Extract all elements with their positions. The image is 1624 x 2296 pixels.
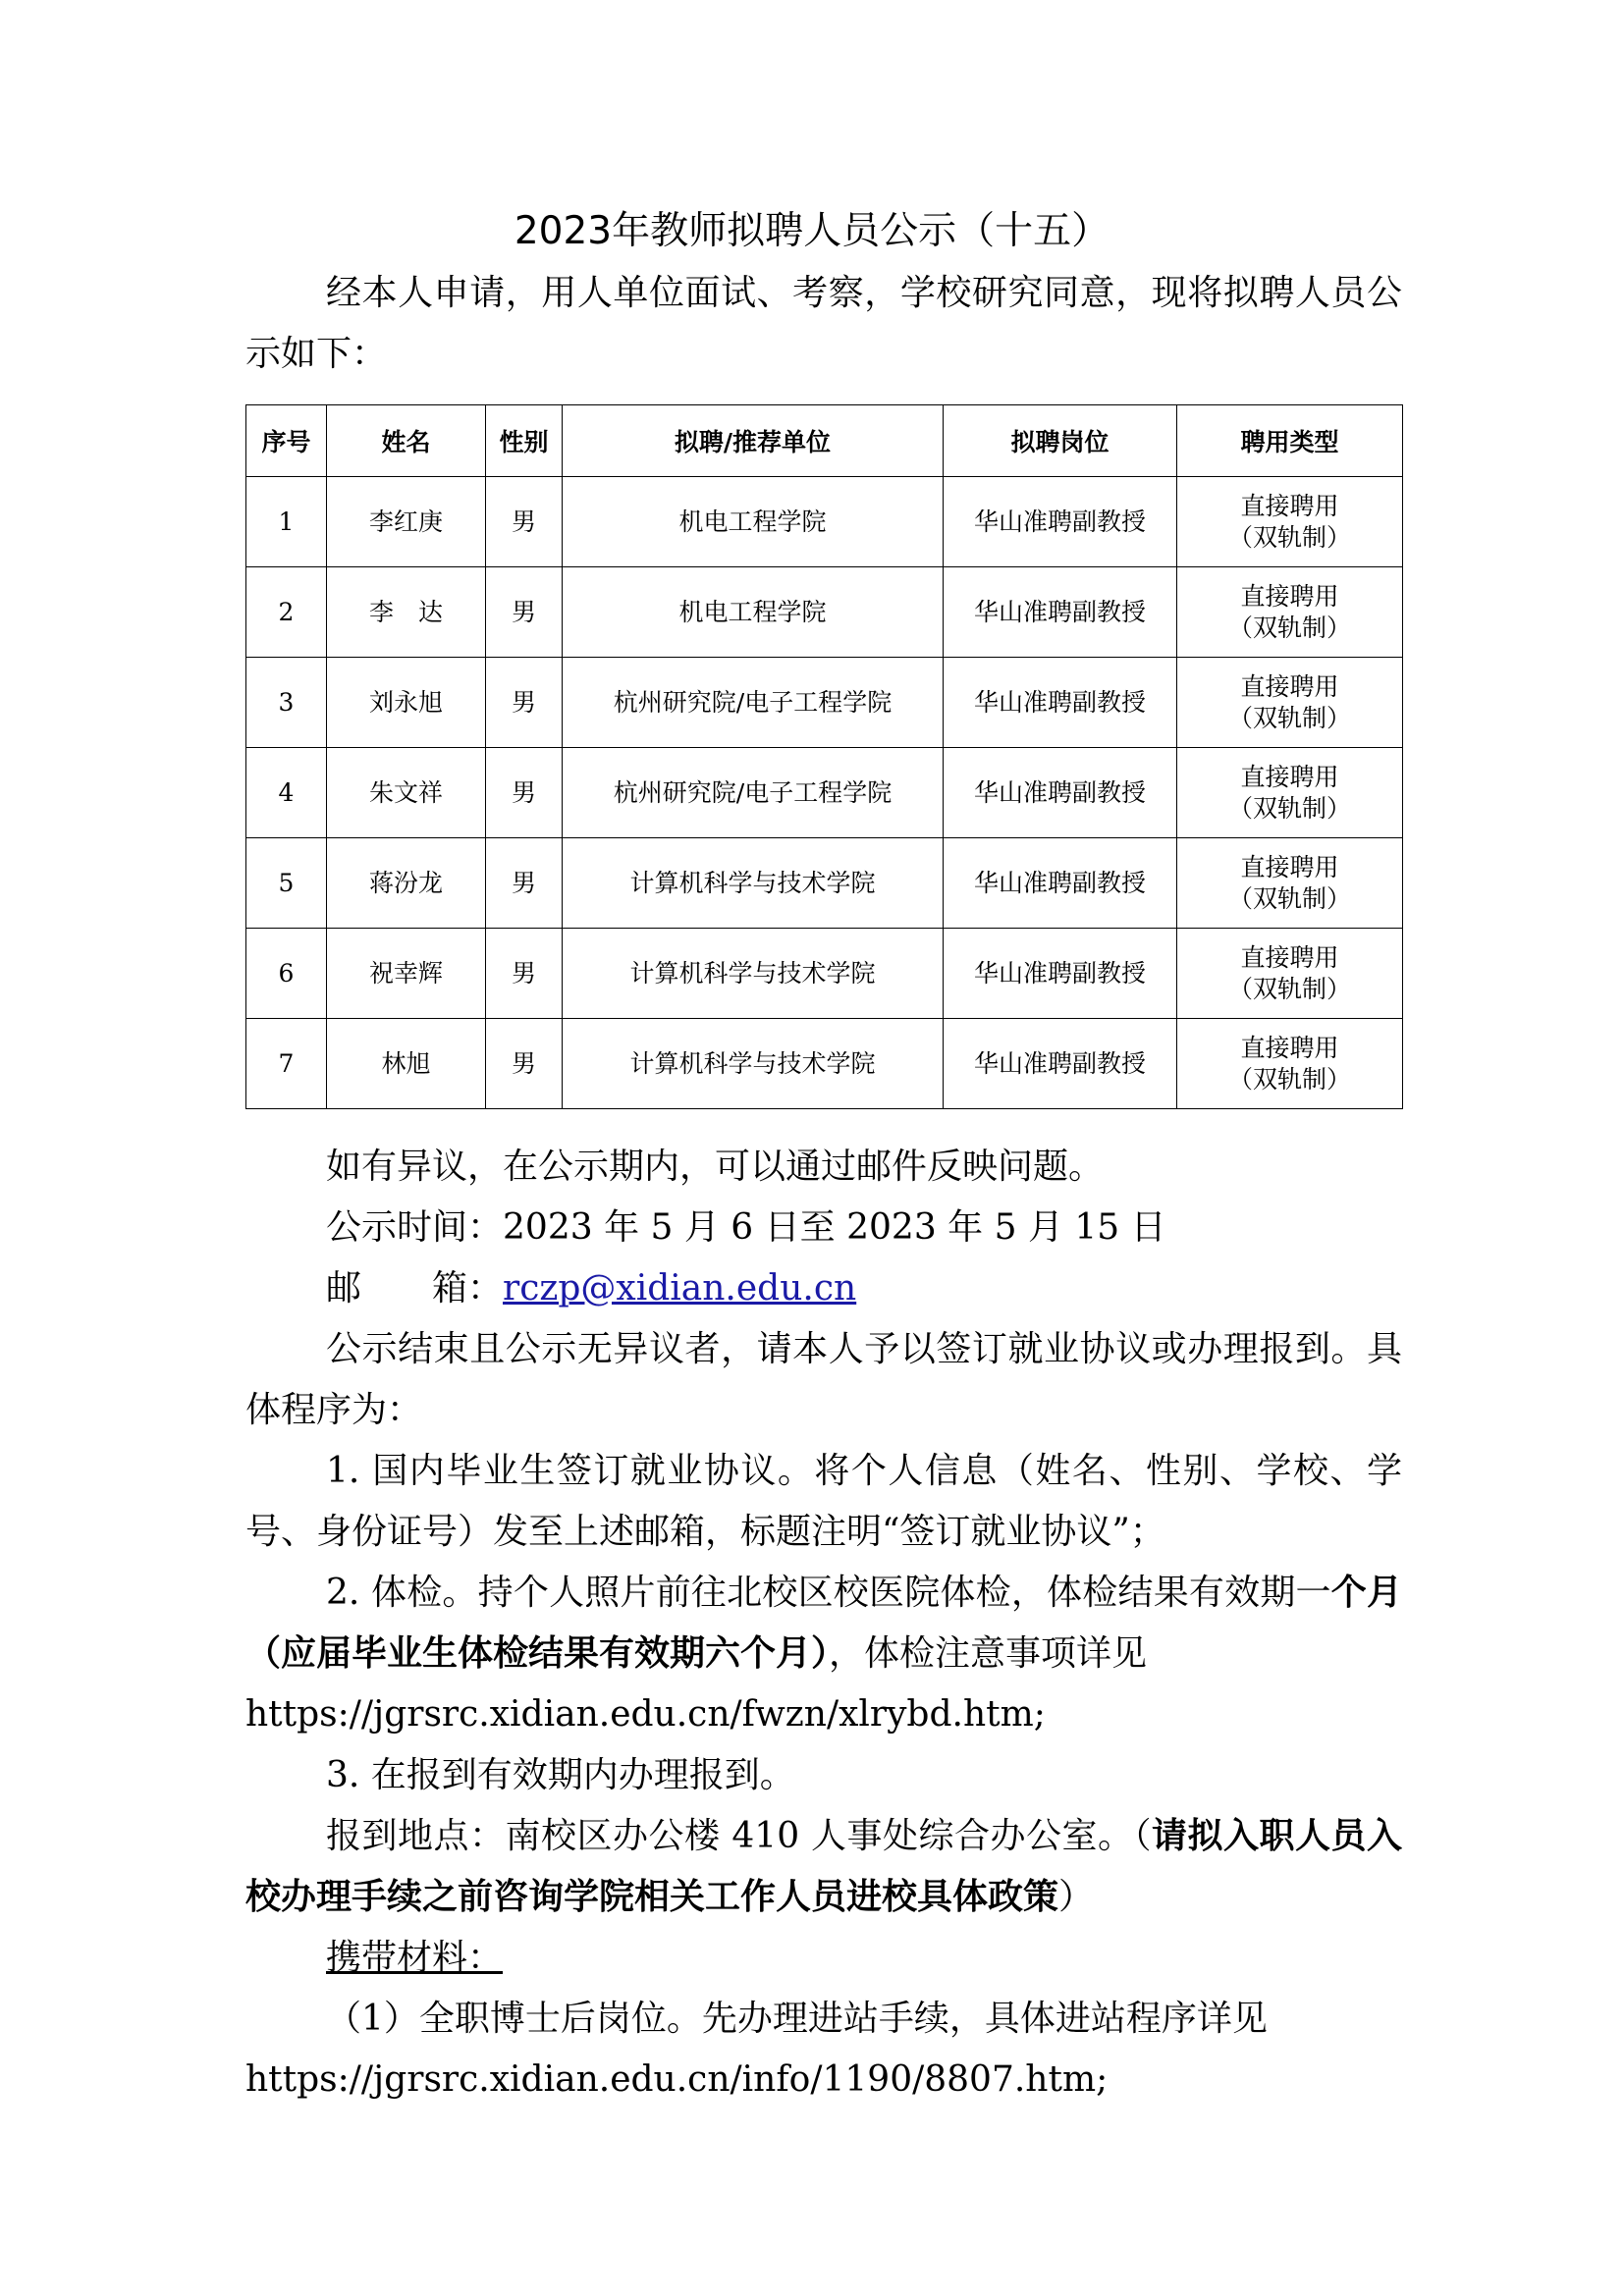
location-text: 报到地点：南校区办公楼 410 人事处综合办公室。（ (326, 1816, 1153, 1856)
cell-unit: 机电工程学院 (563, 477, 944, 567)
cell-position: 华山准聘副教授 (944, 567, 1177, 658)
objection-note: 如有异议，在公示期内，可以通过邮件反映问题。 (326, 1147, 1105, 1187)
cell-type (1177, 748, 1403, 838)
cell-name: 李红庚 (327, 477, 486, 567)
table-row (246, 567, 1403, 658)
table-row (246, 838, 1403, 929)
cell-gender: 男 (486, 748, 563, 838)
email-link[interactable]: rczp@xidian.edu.cn (503, 1268, 857, 1308)
cell-no: 1 (246, 477, 327, 567)
cell-type (1177, 567, 1403, 658)
table-row (246, 1019, 1403, 1109)
cell-gender: 男 (486, 658, 563, 748)
cell-position: 华山准聘副教授 (944, 658, 1177, 748)
cell-type (1177, 477, 1403, 567)
type-line-1: 直接聘用 (1240, 852, 1339, 881)
cell-name: 刘永旭 (327, 658, 486, 748)
notice-period (245, 1198, 1402, 1258)
cell-unit: 杭州研究院/电子工程学院 (563, 748, 944, 838)
cell-name: 朱文祥 (327, 748, 486, 838)
postdoc-paragraph (245, 1989, 1402, 2110)
table-row (246, 658, 1403, 748)
cell-name: 蒋汾龙 (327, 838, 486, 929)
cell-position: 华山准聘副教授 (944, 748, 1177, 838)
type-line-2: （双轨制） (1227, 793, 1351, 823)
cell-type (1177, 838, 1403, 929)
health-check-url[interactable]: https://jgrsrc.xidian.edu.cn/fwzn/xlrybd.htm; (245, 1694, 1046, 1735)
cell-unit: 计算机科学与技术学院 (563, 838, 944, 929)
cell-unit: 杭州研究院/电子工程学院 (563, 658, 944, 748)
postdoc-text: （1）全职博士后岗位。先办理进站手续，具体进站程序详见 (326, 1999, 1268, 2039)
cell-type (1177, 658, 1403, 748)
cell-name: 林旭 (327, 1019, 486, 1109)
candidate-table (245, 404, 1403, 1109)
postdoc-url[interactable]: https://jgrsrc.xidian.edu.cn/info/1190/8807.htm; (245, 2059, 1109, 2100)
cell-no: 7 (246, 1019, 327, 1109)
notice-time-label: 公示时间： (326, 1207, 504, 1248)
table-row (246, 929, 1403, 1019)
table-row (246, 477, 1403, 567)
email-label: 邮 箱： (326, 1268, 504, 1308)
cell-position: 华山准聘副教授 (944, 477, 1177, 567)
cell-type (1177, 1019, 1403, 1109)
cell-name: 祝幸辉 (327, 929, 486, 1019)
cell-no: 3 (246, 658, 327, 748)
cell-no: 2 (246, 567, 327, 658)
type-line-1: 直接聘用 (1240, 762, 1339, 791)
intro-paragraph: 经本人申请，用人单位面试、考察，学校研究同意，现将拟聘人员公示如下： (245, 273, 1402, 374)
type-line-1: 直接聘用 (1240, 491, 1339, 520)
table-header-row (246, 405, 1403, 477)
location-bold-text: 请拟入职人员入校办理手续之前咨询学院相关工作人员进校具体政策 (245, 1816, 1402, 1917)
type-line-1: 直接聘用 (1240, 581, 1339, 611)
cell-position: 华山准聘副教授 (944, 838, 1177, 929)
cell-gender: 男 (486, 929, 563, 1019)
step-1-paragraph: 1. 国内毕业生签订就业协议。将个人信息（姓名、性别、学校、学号、身份证号）发至上述邮箱，标题注明“签订就业协议”； (245, 1451, 1402, 1552)
type-line-2: （双轨制） (1227, 522, 1351, 552)
page-title: 2023年教师拟聘人员公示（十五） (514, 209, 1110, 253)
materials-heading (245, 1928, 1402, 1989)
contact-email-line (245, 1258, 1402, 1319)
type-line-2: （双轨制） (1227, 613, 1351, 642)
cell-gender: 男 (486, 567, 563, 658)
step-2-text: 2. 体检。持个人照片前往北校区校医院体检，体检结果有效期一 (326, 1573, 1331, 1613)
col-header-type: 聘用类型 (1177, 405, 1403, 477)
type-line-1: 直接聘用 (1240, 942, 1339, 972)
cell-type (1177, 929, 1403, 1019)
cell-gender: 男 (486, 477, 563, 567)
step-2-paragraph (245, 1563, 1402, 1745)
table-row (246, 748, 1403, 838)
cell-no: 4 (246, 748, 327, 838)
step-2-text-cont: ，体检注意事项详见 (829, 1633, 1148, 1674)
cell-gender: 男 (486, 838, 563, 929)
cell-position: 华山准聘副教授 (944, 929, 1177, 1019)
type-line-2: （双轨制） (1227, 883, 1351, 913)
col-header-unit: 拟聘/推荐单位 (563, 405, 944, 477)
cell-unit: 计算机科学与技术学院 (563, 1019, 944, 1109)
col-header-name: 姓名 (327, 405, 486, 477)
cell-gender: 男 (486, 1019, 563, 1109)
type-line-2: （双轨制） (1227, 703, 1351, 732)
notice-time-value: 2023 年 5 月 6 日至 2023 年 5 月 15 日 (503, 1207, 1166, 1248)
type-line-1: 直接聘用 (1240, 1033, 1339, 1062)
after-notice-paragraph: 公示结束且公示无异议者，请本人予以签订就业协议或办理报到。具体程序为： (245, 1329, 1402, 1430)
col-header-no: 序号 (246, 405, 327, 477)
report-location-paragraph (245, 1806, 1402, 1928)
materials-label: 携带材料： (326, 1938, 504, 1978)
step-3-paragraph: 3. 在报到有效期内办理报到。 (326, 1755, 795, 1795)
location-close: ） (1058, 1877, 1095, 1917)
step-2-bold-text: 个月（应届毕业生体检结果有效期六个月） (245, 1573, 1402, 1674)
cell-position: 华山准聘副教授 (944, 1019, 1177, 1109)
type-line-2: （双轨制） (1227, 974, 1351, 1003)
type-line-1: 直接聘用 (1240, 671, 1339, 701)
col-header-gender: 性别 (486, 405, 563, 477)
cell-unit: 机电工程学院 (563, 567, 944, 658)
cell-no: 5 (246, 838, 327, 929)
col-header-position: 拟聘岗位 (944, 405, 1177, 477)
cell-name: 李 达 (327, 567, 486, 658)
cell-no: 6 (246, 929, 327, 1019)
cell-unit: 计算机科学与技术学院 (563, 929, 944, 1019)
type-line-2: （双轨制） (1227, 1064, 1351, 1094)
